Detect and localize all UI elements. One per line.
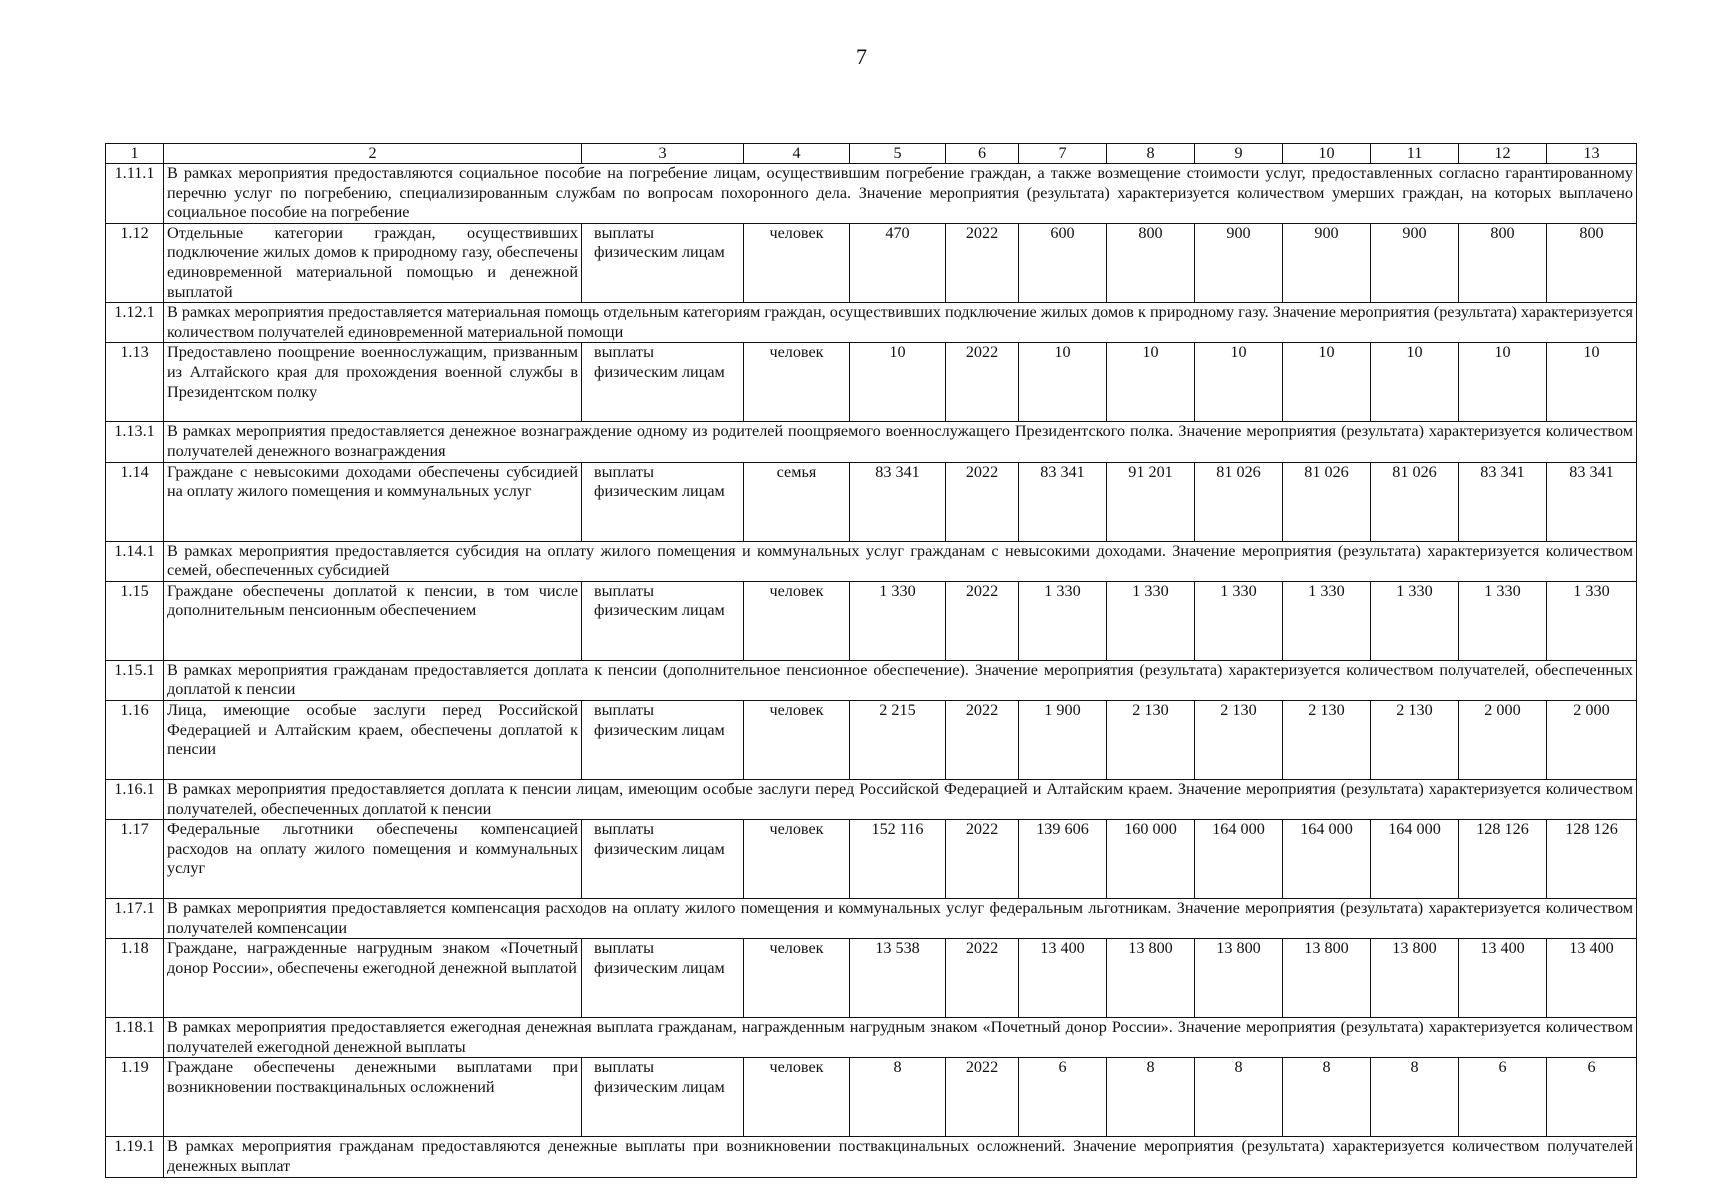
- year-value: 2 130: [1195, 700, 1283, 779]
- indicator-description: Лица, имеющие особые заслуги перед Российской Федерацией и Алтайским краем, обеспечены доплатой к пенсии: [164, 700, 582, 779]
- year-value: 13 800: [1195, 939, 1283, 1018]
- column-number-header: 9: [1195, 144, 1283, 164]
- note-row: [106, 422, 1637, 462]
- year-value: 164 000: [1195, 820, 1283, 899]
- column-number-header: 4: [744, 144, 850, 164]
- year-value: 2 000: [1459, 700, 1547, 779]
- note-row: [106, 541, 1637, 581]
- year-value: 83 341: [1547, 462, 1637, 541]
- indicator-row: [106, 820, 1637, 899]
- base-value: 10: [850, 343, 946, 422]
- column-number-header: 10: [1283, 144, 1371, 164]
- year-value: 6: [1019, 1058, 1107, 1137]
- measure-unit: семья: [744, 462, 850, 541]
- year-value: 1 330: [1459, 581, 1547, 660]
- base-value: 1 330: [850, 581, 946, 660]
- base-year: 2022: [946, 939, 1019, 1018]
- year-value: 13 800: [1283, 939, 1371, 1018]
- base-year: 2022: [946, 820, 1019, 899]
- note-text: В рамках мероприятия предоставляется материальная помощь отдельным категориям граждан, осуществивших подключение жилых домов к природному газу. Значение мероприятия (результата) характеризуется количеством получателей единовременной материальной помощи: [164, 303, 1637, 343]
- note-row: [106, 899, 1637, 939]
- year-value: 13 400: [1019, 939, 1107, 1018]
- measure-unit: человек: [744, 700, 850, 779]
- year-value: 8: [1107, 1058, 1195, 1137]
- row-number: 1.16.1: [106, 779, 164, 819]
- measure-unit: человек: [744, 820, 850, 899]
- year-value: 10: [1019, 343, 1107, 422]
- base-year: 2022: [946, 343, 1019, 422]
- year-value: 2 130: [1283, 700, 1371, 779]
- year-value: 13 800: [1371, 939, 1459, 1018]
- year-value: 10: [1371, 343, 1459, 422]
- row-number: 1.12.1: [106, 303, 164, 343]
- indicator-row: [106, 223, 1637, 302]
- indicator-row: [106, 1058, 1637, 1137]
- year-value: 83 341: [1459, 462, 1547, 541]
- note-row: [106, 1018, 1637, 1058]
- row-number: 1.18: [106, 939, 164, 1018]
- row-number: 1.18.1: [106, 1018, 164, 1058]
- year-value: 10: [1459, 343, 1547, 422]
- base-year: 2022: [946, 223, 1019, 302]
- indicator-row: [106, 581, 1637, 660]
- base-value: 2 215: [850, 700, 946, 779]
- year-value: 10: [1195, 343, 1283, 422]
- column-number-header: 2: [164, 144, 582, 164]
- expense-type: выплаты физическим лицам: [582, 700, 744, 779]
- year-value: 1 330: [1283, 581, 1371, 660]
- year-value: 8: [1283, 1058, 1371, 1137]
- year-value: 8: [1371, 1058, 1459, 1137]
- year-value: 900: [1371, 223, 1459, 302]
- indicator-row: [106, 939, 1637, 1018]
- row-number: 1.15: [106, 581, 164, 660]
- year-value: 160 000: [1107, 820, 1195, 899]
- expense-type: выплаты физическим лицам: [582, 223, 744, 302]
- year-value: 91 201: [1107, 462, 1195, 541]
- row-number: 1.17: [106, 820, 164, 899]
- year-value: 6: [1547, 1058, 1637, 1137]
- year-value: 164 000: [1371, 820, 1459, 899]
- column-number-header: 8: [1107, 144, 1195, 164]
- year-value: 10: [1283, 343, 1371, 422]
- year-value: 1 900: [1019, 700, 1107, 779]
- note-text: В рамках мероприятия предоставляется денежное вознаграждение одному из родителей поощряемого военнослужащего Президентского полка. Значение мероприятия (результата) характеризуется количеством получателей денежного вознаграждения: [164, 422, 1637, 462]
- expense-type: выплаты физическим лицам: [582, 820, 744, 899]
- year-value: 164 000: [1283, 820, 1371, 899]
- expense-type: выплаты физическим лицам: [582, 939, 744, 1018]
- page-number: 7: [856, 44, 867, 69]
- indicator-row: [106, 343, 1637, 422]
- column-number-header: 5: [850, 144, 946, 164]
- year-value: 13 400: [1547, 939, 1637, 1018]
- column-number-header: 7: [1019, 144, 1107, 164]
- year-value: 2 130: [1371, 700, 1459, 779]
- year-value: 128 126: [1547, 820, 1637, 899]
- indicator-description: Граждане, награжденные нагрудным знаком «Почетный донор России», обеспечены ежегодной денежной выплатой: [164, 939, 582, 1018]
- note-text: В рамках мероприятия предоставляется доплата к пенсии лицам, имеющим особые заслуги перед Российской Федерацией и Алтайским краем. Значение мероприятия (результата) характеризуется количеством получателей, обеспеченных доплатой к пенсии: [164, 779, 1637, 819]
- note-row: [106, 164, 1637, 224]
- row-number: 1.12: [106, 223, 164, 302]
- year-value: 800: [1459, 223, 1547, 302]
- table-body: [106, 164, 1637, 1178]
- year-value: 800: [1547, 223, 1637, 302]
- column-number-header: 13: [1547, 144, 1637, 164]
- base-year: 2022: [946, 700, 1019, 779]
- year-value: 1 330: [1107, 581, 1195, 660]
- row-number: 1.16: [106, 700, 164, 779]
- column-number-header: 1: [106, 144, 164, 164]
- expense-type: выплаты физическим лицам: [582, 462, 744, 541]
- column-number-header: 6: [946, 144, 1019, 164]
- year-value: 128 126: [1459, 820, 1547, 899]
- indicator-description: Граждане с невысокими доходами обеспечены субсидией на оплату жилого помещения и коммунальных услуг: [164, 462, 582, 541]
- row-number: 1.19.1: [106, 1137, 164, 1177]
- expense-type: выплаты физическим лицам: [582, 581, 744, 660]
- indicators-table: [105, 143, 1637, 1178]
- indicator-description: Предоставлено поощрение военнослужащим, призванным из Алтайского края для прохождения военной службы в Президентском полку: [164, 343, 582, 422]
- column-number-header: 12: [1459, 144, 1547, 164]
- row-number: 1.13.1: [106, 422, 164, 462]
- column-number-header: 11: [1371, 144, 1459, 164]
- base-year: 2022: [946, 581, 1019, 660]
- indicator-row: [106, 462, 1637, 541]
- note-text: В рамках мероприятия гражданам предоставляются денежные выплаты при возникновении поствакцинальных осложнений. Значение мероприятия (результата) характеризуется количеством получателей денежных выплат: [164, 1137, 1637, 1177]
- year-value: 10: [1547, 343, 1637, 422]
- measure-unit: человек: [744, 343, 850, 422]
- base-value: 83 341: [850, 462, 946, 541]
- year-value: 1 330: [1371, 581, 1459, 660]
- note-text: В рамках мероприятия предоставляется компенсация расходов на оплату жилого помещения и коммунальных услуг федеральным льготникам. Значение мероприятия (результата) характеризуется количеством получателей компенсации: [164, 899, 1637, 939]
- indicator-description: Отдельные категории граждан, осуществивших подключение жилых домов к природному газу, обеспечены единовременной материальной помощью и денежной выплатой: [164, 223, 582, 302]
- expense-type: выплаты физическим лицам: [582, 343, 744, 422]
- base-year: 2022: [946, 462, 1019, 541]
- column-number-row: [106, 144, 1637, 164]
- note-text: В рамках мероприятия предоставляется ежегодная денежная выплата гражданам, награжденным нагрудным знаком «Почетный донор России». Значение мероприятия (результата) характеризуется количеством получателей ежегодной денежной выплаты: [164, 1018, 1637, 1058]
- measure-unit: человек: [744, 581, 850, 660]
- base-year: 2022: [946, 1058, 1019, 1137]
- note-row: [106, 660, 1637, 700]
- indicator-description: Граждане обеспечены доплатой к пенсии, в том числе дополнительным пенсионным обеспечением: [164, 581, 582, 660]
- base-value: 8: [850, 1058, 946, 1137]
- year-value: 2 000: [1547, 700, 1637, 779]
- note-row: [106, 779, 1637, 819]
- year-value: 1 330: [1547, 581, 1637, 660]
- year-value: 10: [1107, 343, 1195, 422]
- row-number: 1.13: [106, 343, 164, 422]
- year-value: 1 330: [1019, 581, 1107, 660]
- indicator-row: [106, 700, 1637, 779]
- year-value: 81 026: [1283, 462, 1371, 541]
- year-value: 800: [1107, 223, 1195, 302]
- row-number: 1.11.1: [106, 164, 164, 224]
- base-value: 152 116: [850, 820, 946, 899]
- year-value: 83 341: [1019, 462, 1107, 541]
- year-value: 139 606: [1019, 820, 1107, 899]
- year-value: 1 330: [1195, 581, 1283, 660]
- year-value: 13 800: [1107, 939, 1195, 1018]
- column-number-header: 3: [582, 144, 744, 164]
- note-row: [106, 1137, 1637, 1177]
- note-text: В рамках мероприятия предоставляются социальное пособие на погребение лицам, осуществившим погребение граждан, а также возмещение стоимости услуг, предоставленных согласно гарантированному перечню услуг по погребению, специализированным службам по вопросам похоронного дела. Значение мероприятия (результата) характеризуется количеством умерших граждан, на которых выплачено социальное пособие на погребение: [164, 164, 1637, 224]
- year-value: 81 026: [1371, 462, 1459, 541]
- row-number: 1.19: [106, 1058, 164, 1137]
- row-number: 1.15.1: [106, 660, 164, 700]
- year-value: 900: [1283, 223, 1371, 302]
- base-value: 470: [850, 223, 946, 302]
- row-number: 1.14.1: [106, 541, 164, 581]
- base-value: 13 538: [850, 939, 946, 1018]
- year-value: 600: [1019, 223, 1107, 302]
- year-value: 6: [1459, 1058, 1547, 1137]
- year-value: 8: [1195, 1058, 1283, 1137]
- note-text: В рамках мероприятия гражданам предоставляется доплата к пенсии (дополнительное пенсионное обеспечение). Значение мероприятия (результата) характеризуется количеством получателей, обеспеченных доплатой к пенсии: [164, 660, 1637, 700]
- note-row: [106, 303, 1637, 343]
- year-value: 81 026: [1195, 462, 1283, 541]
- note-text: В рамках мероприятия предоставляется субсидия на оплату жилого помещения и коммунальных услуг гражданам с невысокими доходами. Значение мероприятия (результата) характеризуется количеством семей, обеспеченных субсидией: [164, 541, 1637, 581]
- measure-unit: человек: [744, 1058, 850, 1137]
- measure-unit: человек: [744, 939, 850, 1018]
- year-value: 2 130: [1107, 700, 1195, 779]
- indicator-description: Граждане обеспечены денежными выплатами при возникновении поствакцинальных осложнений: [164, 1058, 582, 1137]
- expense-type: выплаты физическим лицам: [582, 1058, 744, 1137]
- year-value: 13 400: [1459, 939, 1547, 1018]
- row-number: 1.14: [106, 462, 164, 541]
- year-value: 900: [1195, 223, 1283, 302]
- indicator-description: Федеральные льготники обеспечены компенсацией расходов на оплату жилого помещения и коммунальных услуг: [164, 820, 582, 899]
- row-number: 1.17.1: [106, 899, 164, 939]
- measure-unit: человек: [744, 223, 850, 302]
